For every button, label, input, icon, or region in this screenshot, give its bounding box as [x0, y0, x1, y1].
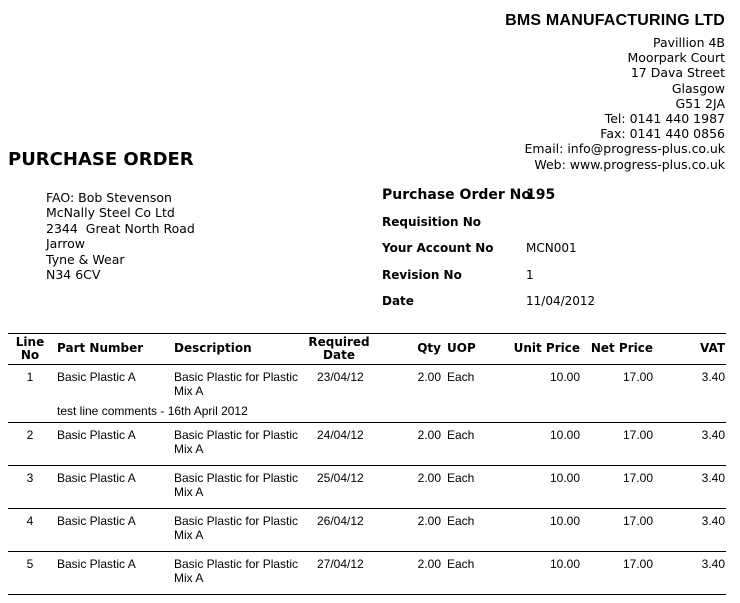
- revision-value: 1: [526, 267, 534, 282]
- cell-net-price: 17.00: [622, 557, 653, 571]
- cell-line-no: 4: [26, 514, 34, 528]
- cell-description: Basic Plastic for Plastic Mix A: [174, 557, 299, 585]
- supplier-line: Tyne & Wear: [46, 251, 125, 267]
- cell-part-number: Basic Plastic A: [57, 514, 136, 528]
- header-line-no: Line No: [15, 335, 45, 362]
- cell-vat: 3.40: [701, 557, 725, 571]
- cell-part-number: Basic Plastic A: [57, 370, 136, 384]
- cell-required-date: 26/04/12: [317, 514, 364, 528]
- cell-net-price: 17.00: [622, 370, 653, 384]
- cell-unit-price: 10.00: [549, 471, 580, 485]
- address-line: Moorpark Court: [627, 50, 725, 66]
- cell-line-no: 1: [26, 370, 34, 384]
- header-net-price: Net Price: [590, 341, 653, 355]
- cell-uop: Each: [447, 514, 475, 528]
- cell-net-price: 17.00: [622, 514, 653, 528]
- cell-uop: Each: [447, 471, 475, 485]
- table-header: [8, 333, 726, 365]
- header-description: Description: [174, 341, 252, 355]
- cell-qty: 2.00: [417, 370, 441, 384]
- cell-unit-price: 10.00: [549, 514, 580, 528]
- requisition-label: Requisition No: [382, 214, 481, 229]
- cell-line-no: 5: [26, 557, 34, 571]
- cell-vat: 3.40: [701, 471, 725, 485]
- supplier-line: N34 6CV: [46, 267, 101, 283]
- cell-required-date: 25/04/12: [317, 471, 364, 485]
- cell-line-no: 3: [26, 471, 34, 485]
- cell-required-date: 23/04/12: [317, 370, 364, 384]
- line-comment: test line comments - 16th April 2012: [57, 404, 248, 418]
- cell-part-number: Basic Plastic A: [57, 428, 136, 442]
- cell-description: Basic Plastic for Plastic Mix A: [174, 471, 299, 499]
- cell-unit-price: 10.00: [549, 428, 580, 442]
- cell-qty: 2.00: [417, 557, 441, 571]
- header-vat: VAT: [699, 341, 725, 355]
- company-tel: Tel: 0141 440 1987: [604, 111, 725, 127]
- header-unit-price: Unit Price: [513, 341, 580, 355]
- address-line: Pavillion 4B: [653, 35, 725, 50]
- cell-uop: Each: [447, 557, 475, 571]
- cell-net-price: 17.00: [622, 471, 653, 485]
- header-uop: UOP: [447, 341, 476, 355]
- address-line: Glasgow: [671, 80, 725, 96]
- address-line: 17 Dava Street: [630, 65, 725, 81]
- company-name: BMS MANUFACTURING LTD: [505, 12, 725, 29]
- cell-vat: 3.40: [701, 428, 725, 442]
- cell-vat: 3.40: [701, 370, 725, 384]
- document-title: PURCHASE ORDER: [8, 149, 194, 170]
- cell-vat: 3.40: [701, 514, 725, 528]
- table-row: [8, 552, 726, 595]
- cell-required-date: 27/04/12: [317, 557, 364, 571]
- company-web[interactable]: Web: www.progress-plus.co.uk: [534, 156, 725, 172]
- order-lines-table: [8, 333, 726, 595]
- cell-unit-price: 10.00: [549, 370, 580, 384]
- cell-required-date: 24/04/12: [317, 428, 364, 442]
- supplier-line: FAO: Bob Stevenson: [46, 190, 172, 205]
- table-row: [8, 423, 726, 466]
- supplier-line: McNally Steel Co Ltd: [46, 205, 175, 221]
- cell-line-no: 2: [26, 428, 34, 442]
- date-value: 11/04/2012: [526, 294, 596, 308]
- cell-qty: 2.00: [417, 514, 441, 528]
- table-row: [8, 509, 726, 552]
- table-row: [8, 466, 726, 509]
- supplier-address: [46, 190, 195, 282]
- supplier-line: 2344 Great North Road: [46, 220, 195, 236]
- cell-qty: 2.00: [417, 471, 441, 485]
- cell-description: Basic Plastic for Plastic Mix A: [174, 514, 299, 542]
- supplier-line: Jarrow: [46, 236, 86, 252]
- cell-part-number: Basic Plastic A: [57, 471, 136, 485]
- account-label: Your Account No: [382, 241, 494, 255]
- table-row: [8, 365, 726, 423]
- revision-label: Revision No: [382, 267, 462, 282]
- company-fax: Fax: 0141 440 0856: [600, 126, 725, 142]
- cell-unit-price: 10.00: [549, 557, 580, 571]
- account-value: MCN001: [526, 241, 577, 255]
- company-address: [524, 35, 725, 172]
- header-required-date: Required Date: [308, 335, 370, 362]
- header-qty: Qty: [417, 341, 441, 355]
- cell-uop: Each: [447, 428, 475, 442]
- cell-uop: Each: [447, 370, 475, 384]
- po-number-value: 195: [526, 187, 556, 203]
- header-part-number: Part Number: [57, 341, 144, 355]
- cell-net-price: 17.00: [622, 428, 653, 442]
- cell-description: Basic Plastic for Plastic Mix A: [174, 370, 299, 398]
- date-label: Date: [382, 294, 414, 308]
- cell-qty: 2.00: [417, 428, 441, 442]
- company-email[interactable]: Email: info@progress-plus.co.uk: [524, 141, 725, 157]
- po-number-label: Purchase Order No: [382, 187, 531, 203]
- cell-part-number: Basic Plastic A: [57, 557, 136, 571]
- address-line: G51 2JA: [675, 95, 725, 111]
- cell-description: Basic Plastic for Plastic Mix A: [174, 428, 299, 456]
